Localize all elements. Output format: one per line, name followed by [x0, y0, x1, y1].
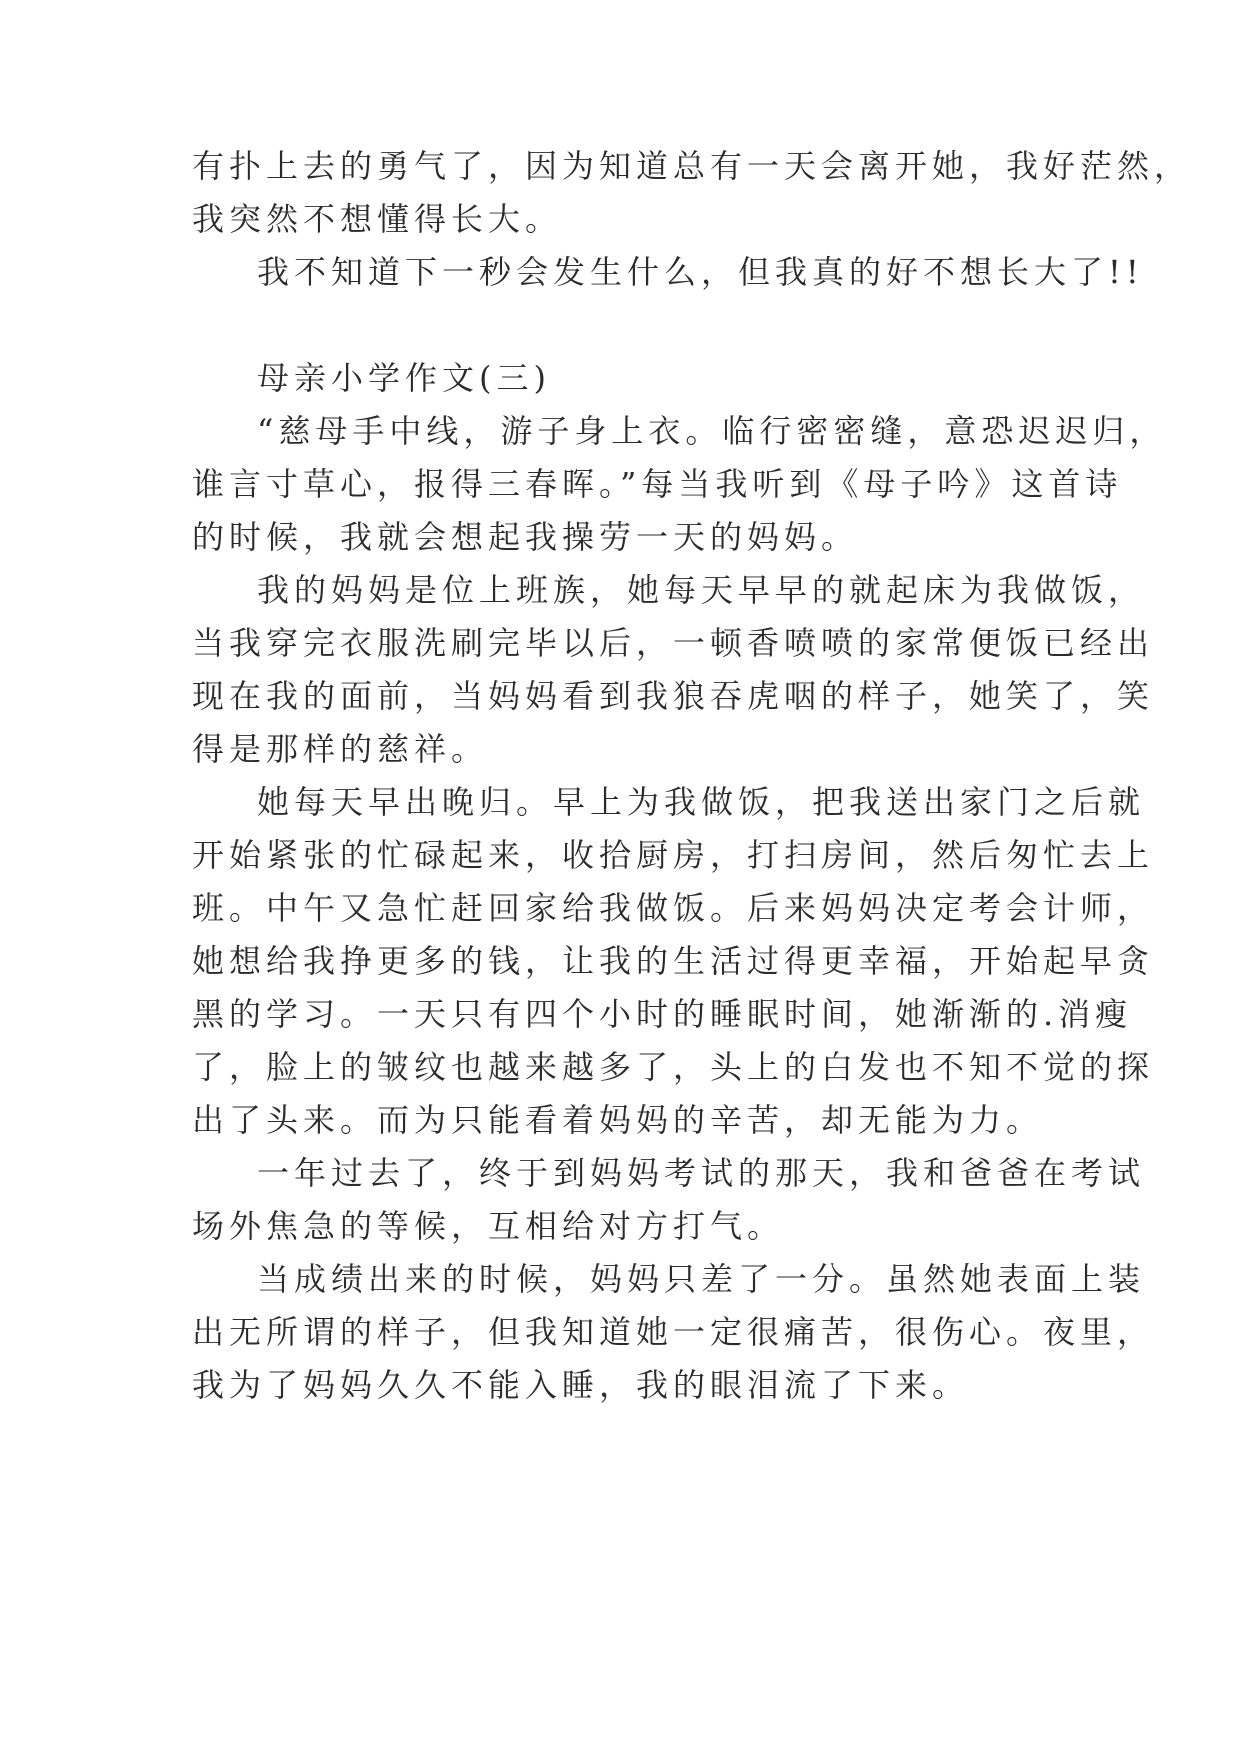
- text-line: 她想给我挣更多的钱，让我的生活过得更幸福，开始起早贪: [192, 942, 1155, 980]
- section-heading: 母亲小学作文(三): [257, 359, 551, 397]
- text-line: 现在我的面前，当妈妈看到我狼吞虎咽的样子，她笑了，笑: [192, 677, 1155, 715]
- text-line: 一年过去了，终于到妈妈考试的那天，我和爸爸在考试: [257, 1154, 1146, 1192]
- text-line: 班。中午又急忙赶回家给我做饭。后来妈妈决定考会计师，: [192, 889, 1155, 927]
- text-line: 场外焦急的等候，互相给对方打气。: [192, 1207, 785, 1245]
- text-line: 当我穿完衣服洗刷完毕以后，一顿香喷喷的家常便饭已经出: [192, 624, 1155, 662]
- text-line: 谁言寸草心，报得三春晖。”每当我听到《母子吟》这首诗: [192, 465, 1123, 503]
- text-line: 我的妈妈是位上班族，她每天早早的就起床为我做饭，: [257, 571, 1146, 609]
- text-line: 我突然不想懂得长大。: [192, 200, 563, 238]
- text-line: 得是那样的慈祥。: [192, 730, 489, 768]
- text-line: 黑的学习。一天只有四个小时的睡眠时间，她渐渐的.消瘦: [192, 995, 1133, 1033]
- text-line: 的时候，我就会想起我操劳一天的妈妈。: [192, 518, 859, 556]
- text-line: 有扑上去的勇气了，因为知道总有一天会离开她，我好茫然，: [192, 147, 1192, 185]
- text-line: 了，脸上的皱纹也越来越多了，头上的白发也不知不觉的探: [192, 1048, 1155, 1086]
- text-line: 出了头来。而为只能看着妈妈的辛苦，却无能为力。: [192, 1101, 1044, 1139]
- text-line: “慈母手中线，游子身上衣。临行密密缝，意恐迟迟归，: [257, 412, 1167, 450]
- text-line: 我为了妈妈久久不能入睡，我的眼泪流了下来。: [192, 1366, 970, 1404]
- text-line: 我不知道下一秒会发生什么，但我真的好不想长大了!!: [257, 253, 1144, 291]
- text-line: 开始紧张的忙碌起来，收拾厨房，打扫房间，然后匆忙去上: [192, 836, 1155, 874]
- text-line: 当成绩出来的时候，妈妈只差了一分。虽然她表面上装: [257, 1260, 1146, 1298]
- text-line: 她每天早出晚归。早上为我做饭，把我送出家门之后就: [257, 783, 1146, 821]
- text-line: 出无所谓的样子，但我知道她一定很痛苦，很伤心。夜里，: [192, 1313, 1155, 1351]
